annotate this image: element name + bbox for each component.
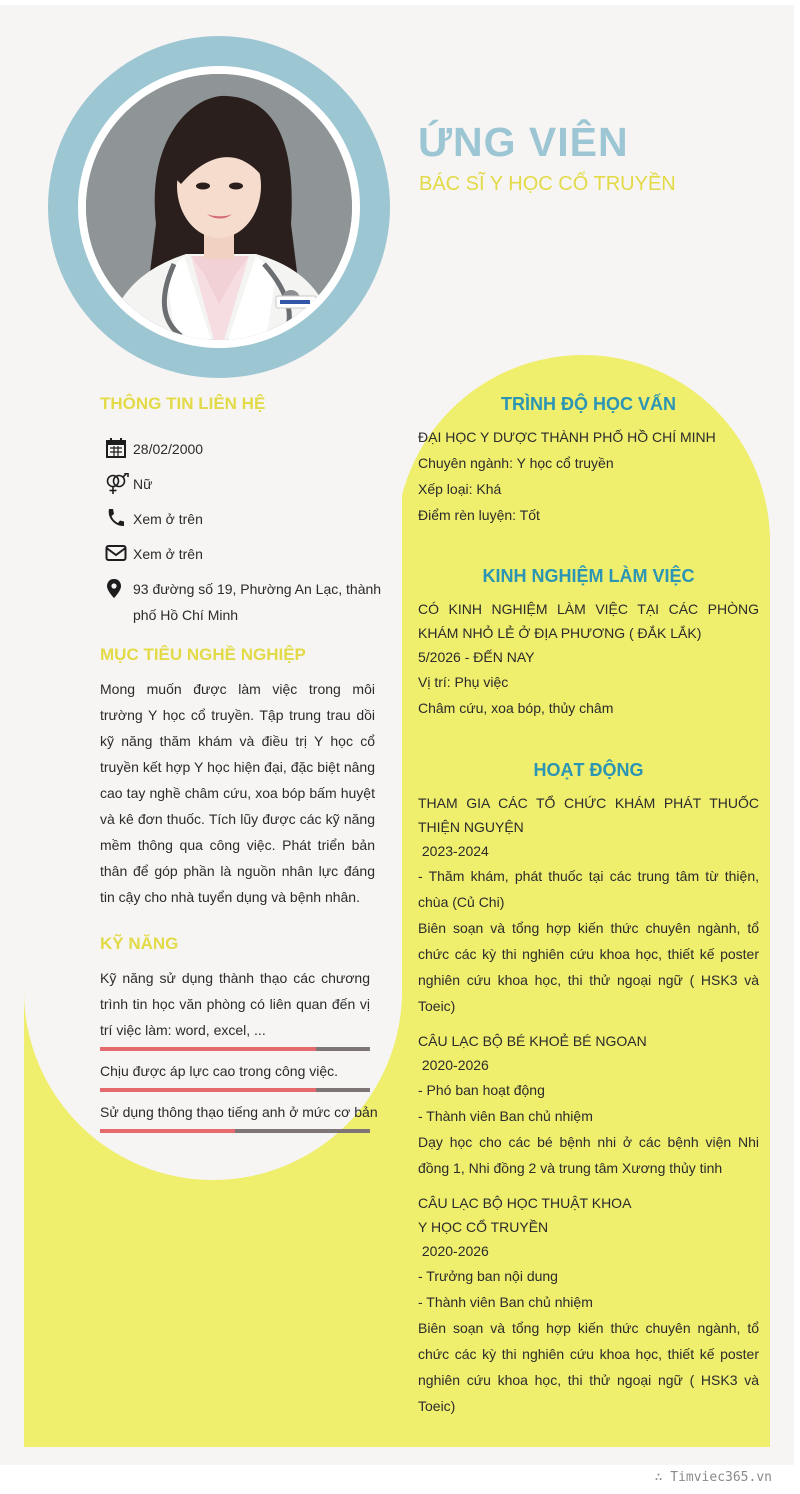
watermark: ∴ Timviec365.vn bbox=[654, 1470, 772, 1485]
activity-period: 2020-2026 bbox=[418, 1243, 489, 1259]
experience-role: Vị trí: Phụ việc bbox=[418, 674, 509, 690]
contact-item-address bbox=[100, 576, 405, 628]
skill-bar-fill bbox=[100, 1129, 235, 1133]
skill-bar bbox=[100, 1088, 370, 1092]
activity-line: Biên soạn và tổng hợp kiến thức chuyên ngành, tổ chức các kỳ thi nghiên cứu khoa học, thiết kế poster nghiên cứu khoa học, thi thử ngoại ngữ ( HSK3 và Toeic) bbox=[418, 920, 759, 1014]
contact-heading: THÔNG TIN LIÊN HỆ bbox=[100, 394, 266, 413]
contact-item-phone bbox=[100, 506, 405, 532]
objective-text: Mong muốn được làm việc trong môi trường Y học cổ truyền. Tập trung trau dồi kỹ năng thăm khám và điều trị Y học cổ truyền kết hợp Y học hiện đại, đặc biệt nâng cao tay nghề châm cứu, xoa bóp bấm huyệt và kê đơn thuốc. Tích lũy được các kỹ năng mềm thông qua công việc. Phát triển bản thân để góp phần là nguồn nhân lực đáng tin cậy cho nhà tuyển dụng và bệnh nhân. bbox=[100, 681, 375, 905]
contact-phone: Xem ở trên bbox=[133, 511, 203, 527]
experience-heading: KINH NGHIỆM LÀM VIỆC bbox=[482, 566, 695, 586]
gender-icon bbox=[100, 471, 133, 497]
activity-line: - Thăm khám, phát thuốc tại các trung tâm từ thiện, chùa (Củ Chi) bbox=[418, 868, 759, 910]
experience-period: 5/2026 - ĐẾN NAY bbox=[418, 649, 535, 665]
activity-period: 2020-2026 bbox=[418, 1057, 489, 1073]
profile-photo bbox=[86, 74, 352, 340]
activity-line: - Thành viên Ban chủ nhiệm bbox=[418, 1294, 593, 1310]
activity-line: - Thành viên Ban chủ nhiệm bbox=[418, 1108, 593, 1124]
education-rank: Xếp loại: Khá bbox=[418, 481, 502, 497]
education-major: Chuyên ngành: Y học cổ truyền bbox=[418, 455, 614, 471]
contact-item-email bbox=[100, 541, 405, 567]
education-conduct: Điểm rèn luyện: Tốt bbox=[418, 507, 540, 523]
experience-tasks: Châm cứu, xoa bóp, thủy châm bbox=[418, 700, 614, 716]
activity-line: Biên soạn và tổng hợp kiến thức chuyên ngành, tổ chức các kỳ thi nghiên cứu khoa học, thiết kế poster nghiên cứu khoa học, thi thử ngoại ngữ ( HSK3 và Toeic) bbox=[418, 1320, 759, 1414]
skill-bar-fill bbox=[100, 1088, 316, 1092]
education-heading: TRÌNH ĐỘ HỌC VẤN bbox=[501, 394, 676, 414]
skills-list bbox=[100, 965, 378, 1140]
skill-item-text: Sử dụng thông thạo tiếng anh ở mức cơ bản bbox=[100, 1104, 378, 1120]
candidate-position: BÁC SĨ Y HỌC CỔ TRUYỀN bbox=[419, 173, 676, 195]
activities-section bbox=[418, 791, 759, 1419]
contact-address: 93 đường số 19, Phường An Lạc, thành phố Hồ Chí Minh bbox=[133, 581, 382, 623]
activity-period: 2023-2024 bbox=[418, 843, 489, 859]
activity-item bbox=[418, 791, 759, 1019]
activity-item bbox=[418, 1191, 759, 1419]
skill-item-text: Kỹ năng sử dụng thành thạo các chương trình tin học văn phòng có liên quan đến vị trí việc làm: word, excel, ... bbox=[100, 970, 370, 1038]
skills-heading: KỸ NĂNG bbox=[100, 934, 179, 953]
contact-item-birthday bbox=[100, 436, 405, 462]
skill-bar-fill bbox=[100, 1047, 316, 1051]
skill-bar bbox=[100, 1129, 370, 1133]
objective-heading: MỤC TIÊU NGHỀ NGHIỆP bbox=[100, 645, 306, 664]
skill-bar bbox=[100, 1047, 370, 1051]
email-icon bbox=[100, 541, 133, 567]
contact-list bbox=[100, 436, 405, 637]
activity-line: Dạy học cho các bé bệnh nhi ở các bệnh viện Nhi đồng 1, Nhi đồng 2 và trung tâm Xương thủy tinh bbox=[418, 1134, 759, 1176]
candidate-name: ỨNG VIÊN bbox=[418, 119, 629, 165]
education-section bbox=[418, 424, 759, 528]
calendar-icon bbox=[100, 436, 133, 462]
activities-heading: HOẠT ĐỘNG bbox=[533, 760, 644, 780]
activity-item bbox=[418, 1029, 759, 1181]
activity-title: Y HỌC CỔ TRUYỀN bbox=[418, 1219, 549, 1235]
location-pin-icon bbox=[100, 576, 133, 602]
education-school: ĐẠI HỌC Y DƯỢC THÀNH PHỐ HỒ CHÍ MINH bbox=[418, 429, 716, 445]
contact-email: Xem ở trên bbox=[133, 546, 203, 562]
activity-line: - Trưởng ban nội dung bbox=[418, 1268, 558, 1284]
experience-title: CÓ KINH NGHIỆM LÀM VIỆC TẠI CÁC PHÒNG KHÁM NHỎ LẺ Ở ĐỊA PHƯƠNG ( ĐẮK LẮK) bbox=[418, 601, 759, 641]
contact-gender: Nữ bbox=[133, 476, 153, 492]
activity-title: CÂU LẠC BỘ BÉ KHOẺ BÉ NGOAN bbox=[418, 1033, 647, 1049]
resume-page bbox=[0, 5, 794, 1465]
activity-line: - Phó ban hoạt động bbox=[418, 1082, 545, 1098]
skill-item-text: Chịu được áp lực cao trong công việc. bbox=[100, 1063, 339, 1079]
contact-item-gender bbox=[100, 471, 405, 497]
phone-icon bbox=[100, 506, 133, 532]
contact-birthday: 28/02/2000 bbox=[133, 441, 204, 457]
activity-title: CÂU LẠC BỘ HỌC THUẬT KHOA bbox=[418, 1195, 632, 1211]
activity-title: THAM GIA CÁC TỔ CHỨC KHÁM PHÁT THUỐC THIỆN NGUYỆN bbox=[418, 795, 759, 835]
experience-section bbox=[418, 597, 759, 721]
